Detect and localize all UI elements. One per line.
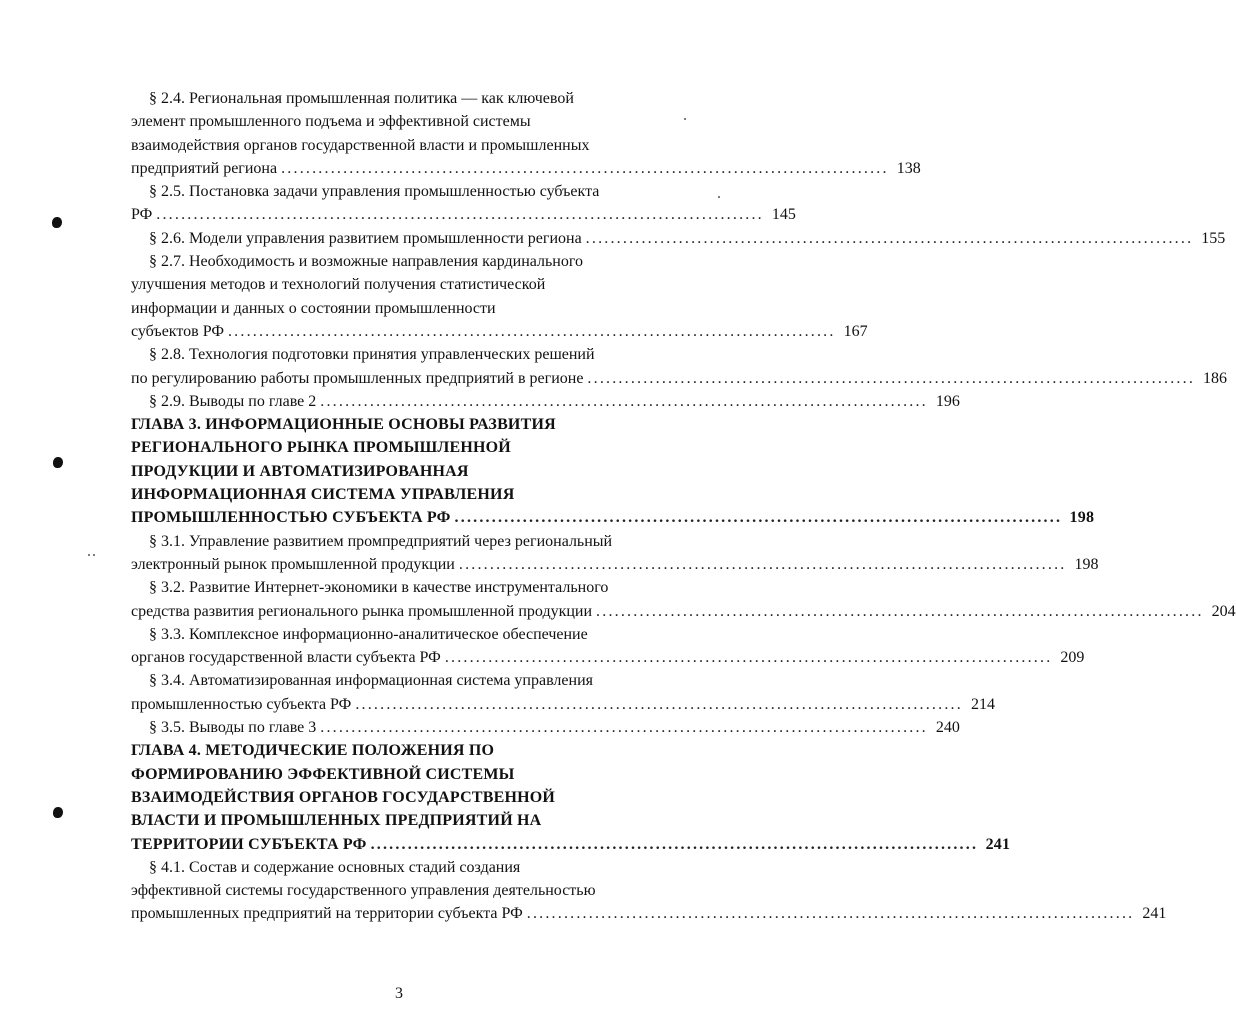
page-number: 3: [395, 985, 403, 1002]
toc-line-text: § 3.5. Выводы по главе 3: [149, 719, 317, 737]
toc-line-text: субъектов РФ: [131, 322, 224, 340]
toc-section-s2-9: [131, 390, 960, 413]
toc-line-text: РЕГИОНАЛЬНОГО РЫНКА ПРОМЫШЛЕННОЙ: [131, 439, 511, 457]
toc-section-s4-1: [131, 856, 1167, 926]
toc-page-number: 198: [1069, 509, 1095, 527]
toc-line-text: средства развития регионального рынка промышленной продукции: [131, 602, 593, 620]
toc-line-text: § 3.2. Развитие Интернет-экономики в качестве инструментального: [149, 579, 609, 597]
toc-line-text: § 2.9. Выводы по главе 2: [149, 392, 317, 410]
toc-line-text: ГЛАВА 4. МЕТОДИЧЕСКИЕ ПОЛОЖЕНИЯ ПО: [131, 742, 495, 760]
toc-page-number: 241: [985, 835, 1011, 853]
toc-line: [131, 506, 1095, 529]
toc-line-text: ИНФОРМАЦИОННАЯ СИСТЕМА УПРАВЛЕНИЯ: [131, 486, 515, 504]
toc-line: [131, 343, 704, 366]
toc-line-text: электронный рынок промышленной продукции: [131, 555, 455, 573]
toc-line-text: взаимодействия органов государственной власти и промышленных: [131, 136, 590, 154]
binder-hole-mark: [52, 217, 62, 228]
toc-leader-dots: ..................................................................................................: [596, 602, 1204, 620]
scan-speck: [93, 554, 95, 556]
toc-line: [131, 273, 704, 296]
toc-line: [131, 250, 704, 273]
toc-section-s2-8: [131, 343, 1228, 390]
toc-line: [131, 460, 704, 483]
toc-line: [131, 600, 1236, 623]
toc-line: [131, 669, 704, 692]
toc-line: [131, 227, 1226, 250]
toc-line-text: информации и данных о состоянии промышленности: [131, 299, 496, 317]
toc-section-s3-2: [131, 576, 1236, 623]
toc-line-text: предприятий региона: [131, 159, 278, 177]
toc-leader-dots: ..................................................................................................: [355, 695, 963, 713]
toc-page-number: 186: [1203, 369, 1228, 387]
toc-leader-dots: ..................................................................................................: [526, 905, 1135, 923]
toc-chapter-ch4: [131, 739, 1011, 855]
toc-line-text: § 2.7. Необходимость и возможные направления кардинального: [149, 253, 583, 271]
toc-line-text: § 3.1. Управление развитием промпредприятий через региональный: [149, 532, 613, 550]
toc-line-text: РФ: [131, 206, 153, 224]
toc-line: [131, 390, 960, 413]
toc-section-s2-7: [131, 250, 868, 343]
toc-leader-dots: ..................................................................................................: [320, 392, 928, 410]
toc-line: [131, 786, 704, 809]
toc-page-number: 167: [843, 322, 868, 340]
toc-line-text: промышленных предприятий на территории субъекта РФ: [131, 905, 523, 923]
scan-speck: [684, 118, 686, 120]
toc-line: [131, 646, 1085, 669]
toc-line: [131, 367, 1228, 390]
toc-line: [131, 203, 796, 226]
binder-hole-mark: [53, 457, 63, 468]
toc-line: [131, 553, 1099, 576]
toc-line: [131, 739, 704, 762]
toc-section-s2-5: [131, 180, 796, 227]
toc-page-number: 240: [935, 719, 960, 737]
toc-line-text: элемент промышленного подъема и эффективной системы: [131, 113, 531, 131]
toc-page-number: 155: [1201, 229, 1226, 247]
toc-leader-dots: ..................................................................................................: [227, 322, 836, 340]
toc-page-number: 198: [1074, 555, 1099, 573]
toc-leader-dots: ..................................................................................................: [320, 719, 928, 737]
toc-leader-dots: ..................................................................................................: [585, 229, 1194, 247]
toc-line: [131, 157, 921, 180]
toc-line: [131, 180, 704, 203]
toc-chapter-ch3: [131, 413, 1095, 529]
toc-line: [131, 110, 704, 133]
toc-page-number: 145: [771, 206, 796, 224]
toc-line: [131, 833, 1011, 856]
toc-line: [131, 436, 704, 459]
toc-line: [131, 623, 704, 646]
toc-line-text: улучшения методов и технологий получения статистической: [131, 276, 546, 294]
scan-speck: [718, 196, 720, 198]
toc-leader-dots: ..................................................................................................: [281, 159, 889, 177]
toc-section-s2-6: [131, 227, 1226, 250]
toc-line-text: ГЛАВА 3. ИНФОРМАЦИОННЫЕ ОСНОВЫ РАЗВИТИЯ: [131, 416, 556, 434]
toc-line: [131, 879, 704, 902]
toc-line-text: § 2.6. Модели управления развитием промышленности региона: [149, 229, 582, 247]
binder-hole-mark: [53, 807, 63, 818]
scan-speck: [88, 554, 90, 556]
toc-section-s3-3: [131, 623, 1085, 670]
table-of-contents: [131, 87, 1236, 926]
toc-line: [131, 902, 1167, 925]
toc-line-text: органов государственной власти субъекта РФ: [131, 649, 441, 667]
toc-leader-dots: ..................................................................................................: [458, 555, 1067, 573]
toc-line: [131, 809, 704, 832]
toc-page-number: 241: [1142, 905, 1167, 923]
toc-leader-dots: ..................................................................................................: [454, 509, 1063, 527]
toc-leader-dots: ..................................................................................................: [587, 369, 1196, 387]
toc-line-text: ТЕРРИТОРИИ СУБЪЕКТА РФ: [131, 835, 367, 853]
toc-line-text: эффективной системы государственного управления деятельностью: [131, 882, 596, 900]
toc-line-text: § 2.8. Технология подготовки принятия управленческих решений: [149, 346, 595, 364]
toc-line-text: по регулированию работы промышленных предприятий в регионе: [131, 369, 584, 387]
toc-page-number: 204: [1211, 602, 1236, 620]
toc-section-s2-4: [131, 87, 921, 180]
toc-line: [131, 297, 704, 320]
toc-line-text: § 2.5. Постановка задачи управления промышленностью субъекта: [149, 183, 600, 201]
toc-leader-dots: ..................................................................................................: [370, 835, 979, 853]
toc-line: [131, 413, 704, 436]
toc-line: [131, 693, 995, 716]
toc-line-text: ВЛАСТИ И ПРОМЫШЛЕННЫХ ПРЕДПРИЯТИЙ НА: [131, 812, 542, 830]
toc-line-text: ВЗАИМОДЕЙСТВИЯ ОРГАНОВ ГОСУДАРСТВЕННОЙ: [131, 788, 556, 806]
toc-line: [131, 530, 704, 553]
toc-line: [131, 483, 704, 506]
toc-line-text: § 3.3. Комплексное информационно-аналитическое обеспечение: [149, 625, 588, 643]
toc-line: [131, 716, 960, 739]
toc-leader-dots: ..................................................................................................: [444, 649, 1053, 667]
toc-section-s3-4: [131, 669, 995, 716]
toc-page-number: 196: [935, 392, 960, 410]
toc-line-text: § 3.4. Автоматизированная информационная система управления: [149, 672, 593, 690]
toc-line: [131, 87, 704, 110]
toc-line: [131, 320, 868, 343]
toc-page-number: 209: [1060, 649, 1085, 667]
toc-line-text: ПРОМЫШЛЕННОСТЬЮ СУБЪЕКТА РФ: [131, 509, 451, 527]
toc-line-text: промышленностью субъекта РФ: [131, 695, 352, 713]
toc-page-number: 214: [970, 695, 995, 713]
toc-line-text: § 2.4. Региональная промышленная политика — как ключевой: [149, 90, 574, 107]
toc-line: [131, 763, 704, 786]
toc-line: [131, 856, 704, 879]
toc-section-s3-1: [131, 530, 1099, 577]
toc-line-text: § 4.1. Состав и содержание основных стадий создания: [149, 858, 521, 876]
toc-leader-dots: ..................................................................................................: [156, 206, 764, 224]
toc-line: [131, 576, 704, 599]
toc-page-number: 138: [896, 159, 921, 177]
toc-line-text: ПРОДУКЦИИ И АВТОМАТИЗИРОВАННАЯ: [131, 462, 469, 480]
toc-section-s3-5: [131, 716, 960, 739]
toc-line: [131, 134, 704, 157]
toc-line-text: ФОРМИРОВАНИЮ ЭФФЕКТИВНОЙ СИСТЕМЫ: [131, 765, 515, 783]
